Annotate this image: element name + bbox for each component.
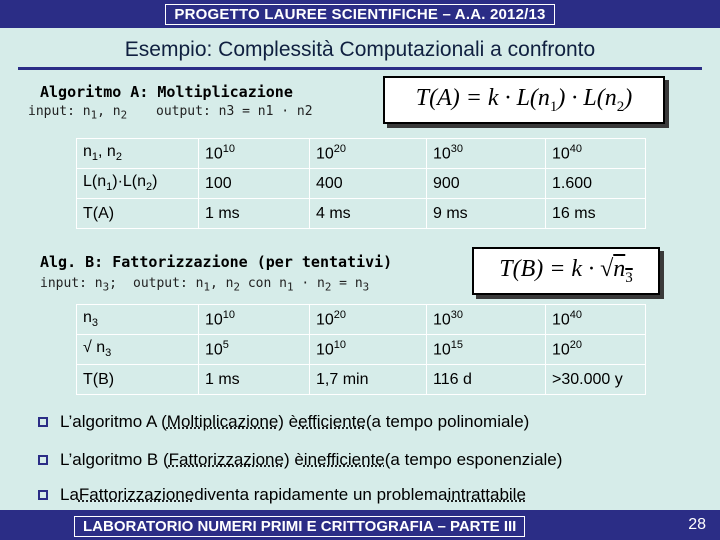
- header-title: PROGETTO LAUREE SCIENTIFICHE – A.A. 2012/13: [165, 4, 554, 25]
- table-row: [77, 335, 646, 365]
- table-cell: 9 ms: [427, 199, 546, 229]
- table-row: [77, 199, 646, 229]
- table-cell: $10^{40}$: [546, 305, 646, 335]
- table-row: [77, 365, 646, 395]
- table-cell: 1 ms: [199, 365, 310, 395]
- slide-title: Esempio: Complessità Computazionali a confronto: [124, 38, 596, 61]
- table-cell: 900: [427, 169, 546, 199]
- table-cell: 1,7 min: [310, 365, 427, 395]
- formula-b: $T(B) = k \cdot √n_3$: [472, 247, 660, 295]
- table-cell: $10^{20}$: [310, 305, 427, 335]
- table-cell: 16 ms: [546, 199, 646, 229]
- row-header: T(B): [77, 365, 199, 395]
- formula-a: $T(A) = k \cdot L(n_1) \cdot L(n_2)$: [383, 76, 665, 124]
- square-bullet-icon: [38, 455, 48, 465]
- table-cell: 100: [199, 169, 310, 199]
- row-header: $n_3$: [77, 305, 199, 335]
- row-header: T(A): [77, 199, 199, 229]
- square-bullet-icon: [38, 490, 48, 500]
- table-cell: 116 d: [427, 365, 546, 395]
- table-cell: $10^{30}$: [427, 305, 546, 335]
- table-cell: $10^{40}$: [546, 139, 646, 169]
- table-row: [77, 169, 646, 199]
- header-bar: [0, 0, 720, 28]
- row-header: √ $n_3$: [77, 335, 199, 365]
- table-cell: $10^{30}$: [427, 139, 546, 169]
- title-divider: [18, 67, 702, 70]
- table-cell: 4 ms: [310, 199, 427, 229]
- table-row: [77, 139, 646, 169]
- table-b: [76, 304, 646, 395]
- bullet-item: La Fattorizzazione diventa rapidamente un problema intrattabile: [38, 485, 526, 505]
- alg-b-output: output: $n_1$, $n_2$ con $n_1 \cdot n_2 = n_3$: [133, 276, 370, 294]
- alg-b-title: Alg. B: Fattorizzazione (per tentativi): [40, 253, 393, 271]
- alg-b-input: input: $n_3$;: [40, 276, 117, 294]
- page-number: 28: [688, 516, 706, 533]
- alg-a-title: Algoritmo A: Moltiplicazione: [40, 83, 293, 101]
- table-cell: $10^{10}$: [310, 335, 427, 365]
- table-cell: 1.600: [546, 169, 646, 199]
- bullet-item: L’algoritmo B ( Fattorizzazione ) è inefficiente (a tempo esponenziale): [38, 450, 562, 470]
- row-header: $n_1$, $n_2$: [77, 139, 199, 169]
- table-cell: $10^{15}$: [427, 335, 546, 365]
- bullet-item: L’algoritmo A ( Moltiplicazione ) è efficiente (a tempo polinomiale): [38, 412, 529, 432]
- square-bullet-icon: [38, 417, 48, 427]
- table-cell: $10^{20}$: [310, 139, 427, 169]
- table-cell: 1 ms: [199, 199, 310, 229]
- alg-a-output: output: n3 = n1 · n2: [156, 104, 313, 119]
- table-a: [76, 138, 646, 229]
- row-header: $L(n_1)\cdot L(n_2)$: [77, 169, 199, 199]
- table-cell: $10^5$: [199, 335, 310, 365]
- footer-bar: [0, 510, 720, 540]
- alg-a-input: input: $n_1$, $n_2$: [28, 104, 128, 122]
- footer-title: LABORATORIO NUMERI PRIMI E CRITTOGRAFIA – PARTE III: [74, 516, 525, 537]
- table-cell: 400: [310, 169, 427, 199]
- table-cell: >30.000 y: [546, 365, 646, 395]
- table-cell: $10^{20}$: [546, 335, 646, 365]
- table-cell: $10^{10}$: [199, 139, 310, 169]
- table-row: [77, 305, 646, 335]
- table-cell: $10^{10}$: [199, 305, 310, 335]
